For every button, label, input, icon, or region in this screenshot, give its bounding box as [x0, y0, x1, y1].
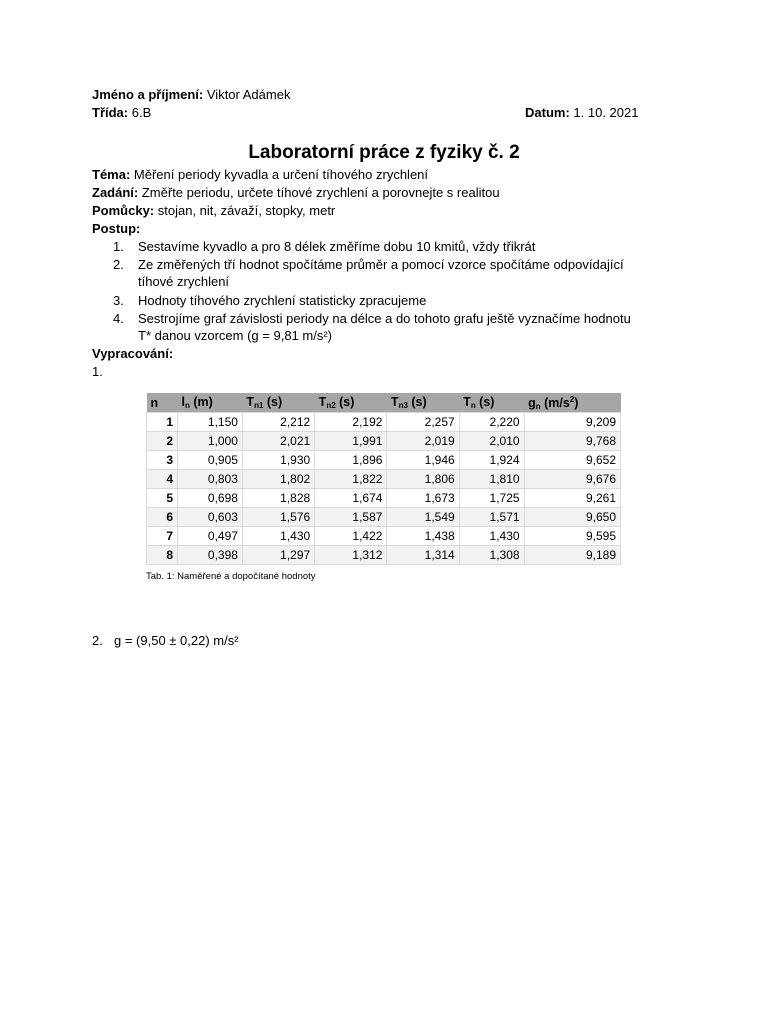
cell-tn: 1,924	[459, 451, 524, 470]
cell-length: 0,905	[178, 451, 243, 470]
tools-line	[92, 203, 335, 218]
table-row	[147, 432, 621, 451]
name-value: Viktor Adámek	[206, 87, 291, 102]
cell-t1: 1,930	[242, 451, 314, 470]
col-g: $g_n$ $(m/s^2)$	[524, 393, 620, 413]
cell-t2: 1,896	[315, 451, 387, 470]
col-n: n	[147, 393, 178, 413]
cell-t1: 2,212	[242, 413, 314, 432]
cell-tn: 1,430	[459, 527, 524, 546]
cell-n: 5	[147, 489, 178, 508]
cell-length: 1,000	[178, 432, 243, 451]
col-tn: $T_n$ (s)	[459, 393, 524, 413]
cell-g: 9,650	[524, 508, 620, 527]
cell-g: 9,676	[524, 470, 620, 489]
table-row	[147, 527, 621, 546]
col-length: $l_n$ (m)	[178, 393, 243, 413]
task-value: Změřte periodu, určete tíhové zrychlení a porovnejte s realitou	[141, 185, 500, 200]
cell-t1: 1,828	[242, 489, 314, 508]
date-label: Datum:	[525, 105, 570, 120]
procedure-text: Sestrojíme graf závislosti periody na délce a do tohoto grafu ještě vyznačíme hodnotu	[138, 311, 631, 326]
cell-tn: 1,571	[459, 508, 524, 527]
cell-t3: 2,257	[387, 413, 459, 432]
task-line	[92, 185, 500, 200]
cell-t1: 2,021	[242, 432, 314, 451]
topic-label: Téma:	[92, 167, 131, 182]
cell-g: 9,768	[524, 432, 620, 451]
procedure-text: Hodnoty tíhového zrychlení statisticky zpracujeme	[138, 293, 427, 308]
cell-t3: 1,438	[387, 527, 459, 546]
work-heading: Vypracování:	[92, 346, 174, 361]
cell-g: 9,652	[524, 451, 620, 470]
table-row	[147, 413, 621, 432]
cell-length: 1,150	[178, 413, 243, 432]
table-row	[147, 489, 621, 508]
topic-value: Měření periody kyvadla a určení tíhového zrychlení	[133, 167, 429, 182]
cell-g: 9,261	[524, 489, 620, 508]
procedure-number: 3.	[113, 293, 124, 308]
procedure-text-continued: tíhové zrychlení	[138, 274, 230, 289]
cell-tn: 1,725	[459, 489, 524, 508]
class-line	[92, 105, 151, 120]
cell-n: 6	[147, 508, 178, 527]
cell-tn: 1,308	[459, 546, 524, 565]
cell-length: 0,497	[178, 527, 243, 546]
col-t1: $T_{n1}$ (s)	[242, 393, 314, 413]
cell-tn: 1,810	[459, 470, 524, 489]
cell-t3: 1,946	[387, 451, 459, 470]
procedure-number: 2.	[113, 257, 124, 272]
cell-length: 0,603	[178, 508, 243, 527]
cell-t1: 1,297	[242, 546, 314, 565]
col-t2: $T_{n2}$ (s)	[315, 393, 387, 413]
table-caption: Tab. 1: Naměřené a dopočítané hodnoty	[146, 571, 316, 582]
class-label: Třída:	[92, 105, 129, 120]
table-row	[147, 470, 621, 489]
cell-length: 0,398	[178, 546, 243, 565]
cell-n: 7	[147, 527, 178, 546]
measurement-table	[146, 393, 621, 565]
date-line	[525, 105, 638, 120]
cell-length: 0,803	[178, 470, 243, 489]
date-value: 1. 10. 2021	[573, 105, 639, 120]
cell-t2: 1,822	[315, 470, 387, 489]
cell-t2: 2,192	[315, 413, 387, 432]
tools-value: stojan, nit, závaží, stopky, metr	[157, 203, 336, 218]
procedure-text: Sestavíme kyvadlo a pro 8 délek změříme dobu 10 kmitů, vždy třikrát	[138, 239, 536, 254]
cell-n: 3	[147, 451, 178, 470]
cell-n: 4	[147, 470, 178, 489]
work-item-2-number: 2.	[92, 633, 103, 648]
cell-t1: 1,576	[242, 508, 314, 527]
topic-line	[92, 167, 428, 182]
cell-n: 1	[147, 413, 178, 432]
table-row	[147, 546, 621, 565]
table-row	[147, 508, 621, 527]
procedure-text-continued: T* danou vzorcem (g = 9,81 m/s²)	[138, 328, 332, 343]
col-t3: $T_{n3}$ (s)	[387, 393, 459, 413]
class-value: 6.B	[131, 105, 152, 120]
cell-g: 9,595	[524, 527, 620, 546]
cell-t2: 1,674	[315, 489, 387, 508]
name-label: Jméno a příjmení:	[92, 87, 204, 102]
cell-t1: 1,802	[242, 470, 314, 489]
cell-tn: 2,220	[459, 413, 524, 432]
cell-t3: 1,806	[387, 470, 459, 489]
page-title: Laboratorní práce z fyziky č. 2	[248, 142, 520, 163]
cell-g: 9,189	[524, 546, 620, 565]
cell-t3: 2,019	[387, 432, 459, 451]
procedure-number: 4.	[113, 311, 124, 326]
cell-n: 2	[147, 432, 178, 451]
cell-t2: 1,991	[315, 432, 387, 451]
cell-t3: 1,549	[387, 508, 459, 527]
task-label: Zadání:	[92, 185, 139, 200]
procedure-text: Ze změřených tří hodnot spočítáme průměr a pomocí vzorce spočítáme odpovídající	[138, 257, 624, 272]
cell-tn: 2,010	[459, 432, 524, 451]
name-line	[92, 87, 290, 102]
cell-t2: 1,422	[315, 527, 387, 546]
cell-t1: 1,430	[242, 527, 314, 546]
cell-g: 9,209	[524, 413, 620, 432]
table-header-row	[147, 393, 621, 413]
cell-t3: 1,314	[387, 546, 459, 565]
cell-t2: 1,312	[315, 546, 387, 565]
cell-length: 0,698	[178, 489, 243, 508]
cell-t2: 1,587	[315, 508, 387, 527]
tools-label: Pomůcky:	[92, 203, 155, 218]
table-row	[147, 451, 621, 470]
gravity-result: g = (9,50 ± 0,22) m/s²	[114, 633, 239, 648]
procedure-number: 1.	[113, 239, 124, 254]
cell-t3: 1,673	[387, 489, 459, 508]
cell-n: 8	[147, 546, 178, 565]
work-item-1-number: 1.	[92, 364, 103, 379]
procedure-heading: Postup:	[92, 221, 141, 236]
